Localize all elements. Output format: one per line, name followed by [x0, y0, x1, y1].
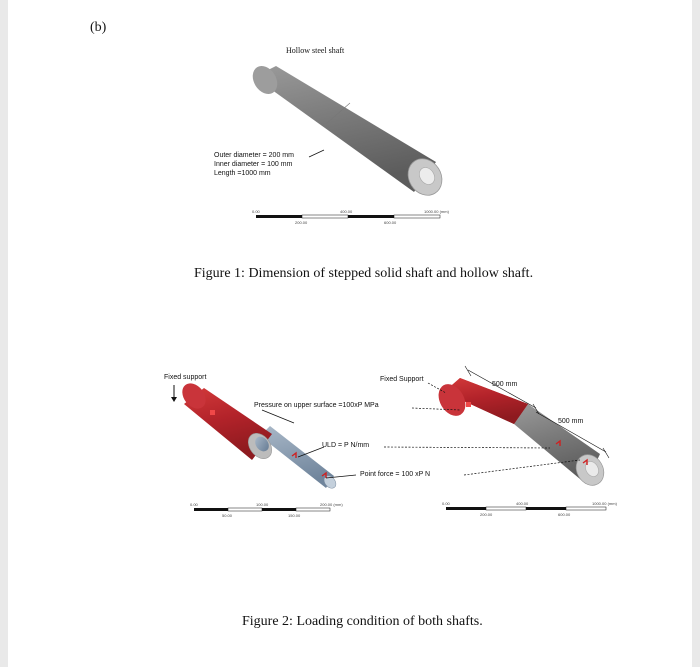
figure1-scale-bar — [256, 215, 440, 218]
scale-tick-label: 400.00 — [516, 501, 529, 506]
dimension-side-label: 500 mm — [558, 418, 584, 425]
length-label: Length =1000 mm — [214, 170, 271, 177]
point-force-label: Point force = 100 xP N — [360, 471, 431, 478]
inner-diameter-label: Inner diameter = 100 mm — [214, 161, 293, 168]
scale-tick-label: 200.00 (mm) — [320, 502, 343, 507]
scale-tick-label: 100.00 — [256, 502, 269, 507]
uld-label: ULD = P N/mm — [322, 442, 370, 449]
arrow-head-icon — [171, 397, 177, 402]
scale-tick-label: 600.00 — [558, 512, 571, 517]
document-page — [8, 0, 692, 667]
scale-tick-label: 50.00 — [222, 513, 233, 518]
scale-tick-label: 400.00 — [340, 209, 353, 214]
loaded-hollow-shaft — [433, 378, 609, 490]
scale-tick-label: 1000.00 (mm) — [592, 501, 617, 506]
fixed-support-right-label: Fixed Support — [380, 376, 424, 383]
part-label: (b) — [90, 20, 107, 35]
stepped-solid-shaft — [178, 379, 339, 491]
figure2-caption: Figure 2: Loading condition of both shafts. — [242, 614, 483, 629]
dimension-leader — [309, 150, 324, 157]
scale-tick-label: 600.00 — [384, 220, 397, 225]
pressure-label: Pressure on upper surface =100xP MPa — [254, 402, 379, 409]
scale-tick-label: 150.00 — [288, 513, 301, 518]
scale-tick-label: 0.00 — [252, 209, 260, 214]
dimension-top-label: 500 mm — [492, 381, 518, 388]
fixed-support-left-label: Fixed support — [164, 374, 207, 381]
scale-tick-label: 1000.00 (mm) — [424, 209, 449, 214]
figure1-drawing — [8, 0, 692, 667]
scale-tick-label: 200.00 — [295, 220, 308, 225]
figure2-scale-bar-left — [194, 508, 330, 511]
figure1-caption: Figure 1: Dimension of stepped solid shaft and hollow shaft. — [194, 266, 534, 281]
scale-tick-label: 0.00 — [190, 502, 198, 507]
scale-tick-label: 0.00 — [442, 501, 450, 506]
outer-diameter-label: Outer diameter = 200 mm — [214, 152, 294, 159]
hollow-shaft — [248, 61, 449, 201]
scale-tick-label: 200.00 — [480, 512, 493, 517]
figure1-title: Hollow steel shaft — [286, 46, 345, 55]
figure2-scale-bar-right — [446, 507, 606, 510]
